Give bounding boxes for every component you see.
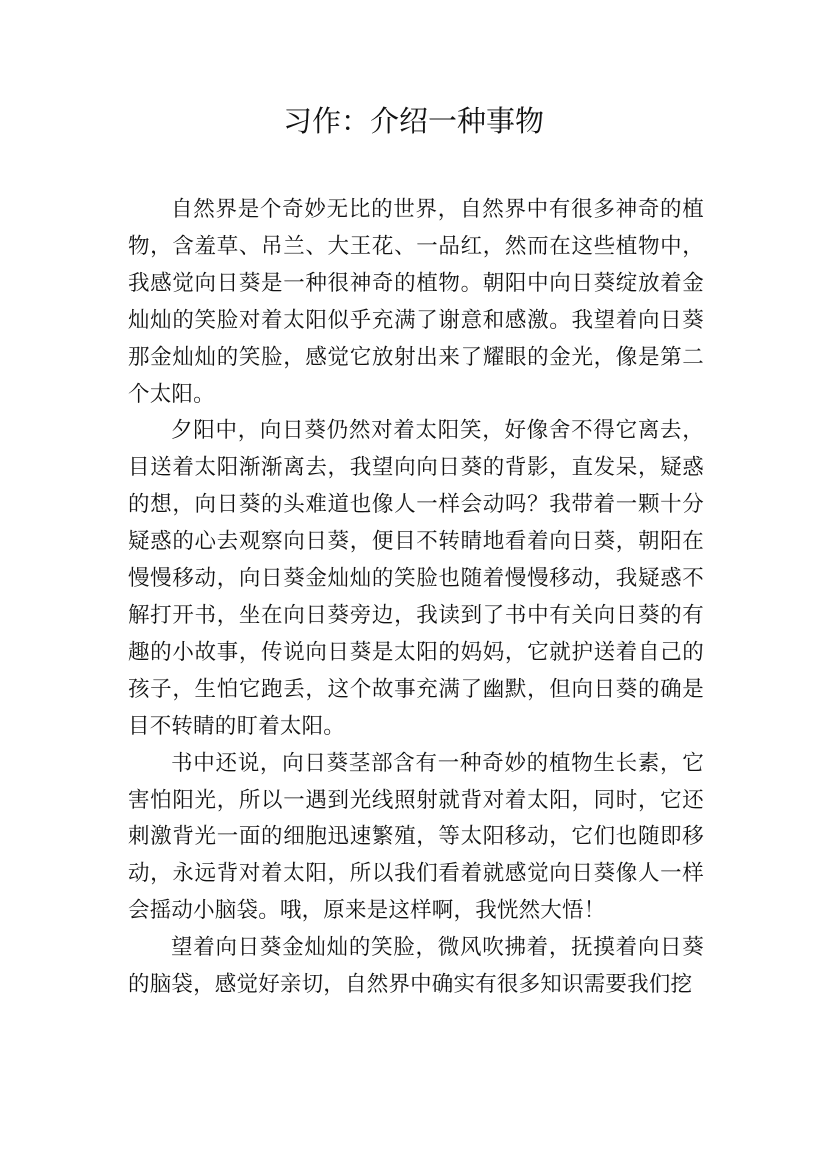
paragraph-2: 夕阳中，向日葵仍然对着太阳笑，好像舍不得它离去，目送着太阳渐渐离去，我望向向日葵的背影，直发呆，疑惑的想，向日葵的头难道也像人一样会动吗？我带着一颗十分疑惑的心去观察向日葵，便目不转睛地看着向日葵，朝阳在慢慢移动，向日葵金灿灿的笑脸也随着慢慢移动，我疑惑不解打开书，坐在向日葵旁边，我读到了书中有关向日葵的有趣的小故事，传说向日葵是太阳的妈妈，它就护送着自己的孩子，生怕它跑丢，这个故事充满了幽默，但向日葵的确是目不转睛的盯着太阳。 [128, 418, 704, 739]
document-title: 习作：介绍一种事物 [282, 104, 544, 138]
paragraph-3: 书中还说，向日葵茎部含有一种奇妙的植物生长素，它害怕阳光，所以一遇到光线照射就背对着太阳，同时，它还刺激背光一面的细胞迅速繁殖，等太阳移动，它们也随即移动，永远背对着太阳，所以我们看着就感觉向日葵像人一样会摇动小脑袋。哦，原来是这样啊，我恍然大悟！ [128, 750, 704, 924]
paragraph-4: 望着向日葵金灿灿的笑脸，微风吹拂着，抚摸着向日葵的脑袋，感觉好亲切，自然界中确实有很多知识需要我们挖 [128, 935, 704, 998]
paragraph-1: 自然界是个奇妙无比的世界，自然界中有很多神奇的植物，含羞草、吊兰、大王花、一品红，然而在这些植物中，我感觉向日葵是一种很神奇的植物。朝阳中向日葵绽放着金灿灿的笑脸对着太阳似乎充满了谢意和感激。我望着向日葵那金灿灿的笑脸，感觉它放射出来了耀眼的金光，像是第二个太阳。 [128, 197, 704, 407]
document-body [128, 192, 704, 1004]
